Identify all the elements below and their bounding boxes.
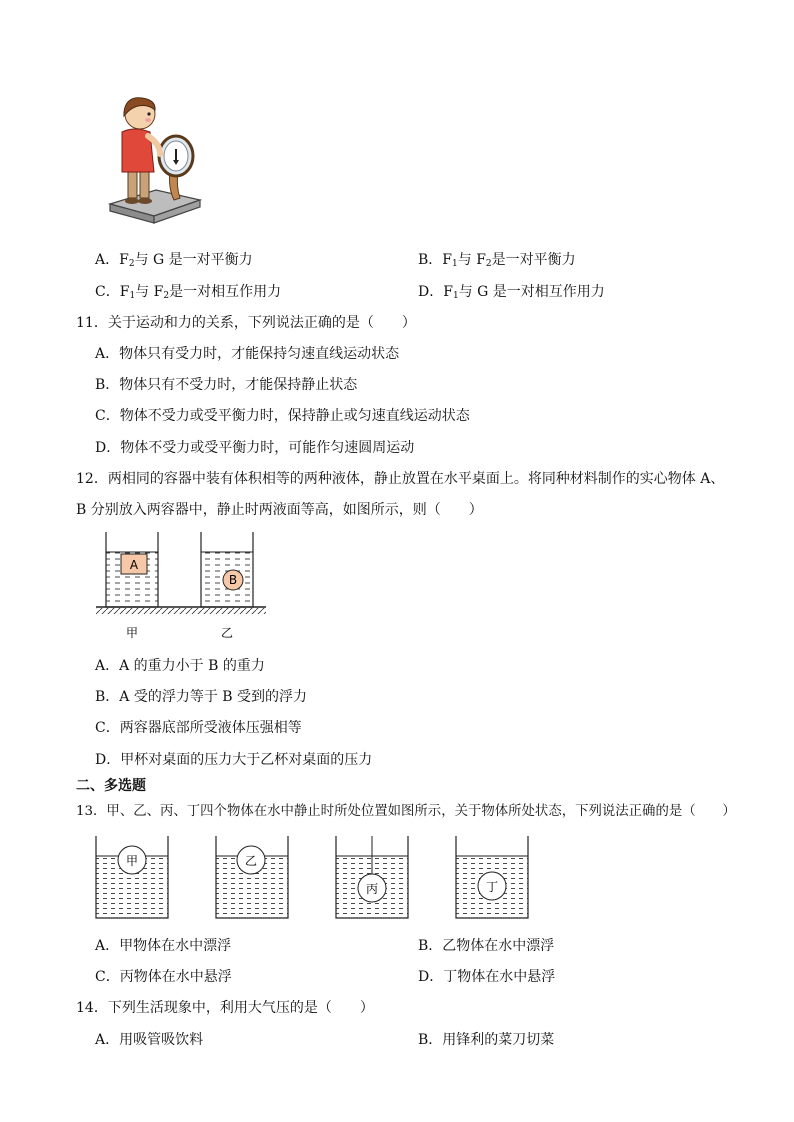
object-bing-label: 丙 (365, 882, 379, 896)
q12-stem-line2: B 分别放入两容器中，静止时两液面等高，如图所示，则（ ） (76, 502, 483, 518)
object-ding-label: 丁 (485, 880, 499, 894)
q12-stem-line1: 12．两相同的容器中装有体积相等的两种液体，静止放置在水平桌面上。将同种材料制作的实心物体 A、 (76, 471, 725, 487)
q13-option-c[interactable]: C．丙物体在水中悬浮 (95, 969, 232, 985)
q11-stem: 11．关于运动和力的关系，下列说法正确的是（ ） (76, 315, 416, 331)
q12-figure (94, 532, 270, 642)
q13-stem: 13．甲、乙、丙、丁四个物体在水中静止时所处位置如图所示，关于物体所处状态，下列说法正确的是（ ） (76, 804, 736, 819)
beaker-ding (456, 836, 528, 918)
q13-figure (94, 836, 534, 922)
q10-option-d[interactable]: D．$F_1$与 G 是一对相互作用力 (418, 284, 605, 301)
object-b-label: B (228, 573, 238, 587)
beaker-bing (336, 836, 408, 918)
q10-option-a[interactable]: A．$F_2$与 G 是一对平衡力 (95, 252, 253, 269)
q11-option-a[interactable]: A．物体只有受力时，才能保持匀速直线运动状态 (95, 346, 400, 362)
q12-option-d[interactable]: D．甲杯对桌面的压力大于乙杯对桌面的压力 (95, 752, 373, 768)
object-jia-label: 甲 (125, 854, 139, 868)
q13-option-a[interactable]: A．甲物体在水中漂浮 (95, 938, 232, 954)
q12-option-c[interactable]: C．两容器底部所受液体压强相等 (95, 720, 302, 736)
q13-option-d[interactable]: D．丁物体在水中悬浮 (418, 969, 556, 985)
q14-stem: 14．下列生活现象中，利用大气压的是（ ） (76, 1000, 374, 1016)
section-title: 二、多选题 (76, 778, 146, 794)
beaker-jia (96, 836, 168, 918)
q11-option-b[interactable]: B．物体只有不受力时，才能保持静止状态 (95, 377, 358, 393)
beaker-yi (216, 836, 288, 918)
q14-option-a[interactable]: A．用吸管吸饮料 (95, 1032, 204, 1048)
q10-option-c[interactable]: C．$F_1$与 $F_2$是一对相互作用力 (95, 284, 282, 301)
child-on-scale-illustration (108, 92, 203, 224)
q12-option-a[interactable]: A．A 的重力小于 B 的重力 (95, 658, 265, 674)
label-yi: 乙 (220, 626, 234, 640)
label-jia: 甲 (125, 626, 139, 640)
q10-option-b[interactable]: B．$F_1$与 $F_2$是一对平衡力 (418, 252, 576, 269)
q13-option-b[interactable]: B．乙物体在水中漂浮 (418, 938, 555, 954)
q14-option-b[interactable]: B．用锋利的菜刀切菜 (418, 1032, 555, 1048)
q12-option-b[interactable]: B．A 受的浮力等于 B 受到的浮力 (95, 689, 308, 705)
q11-option-c[interactable]: C．物体不受力或受平衡力时，保持静止或匀速直线运动状态 (95, 408, 470, 424)
object-yi-label: 乙 (244, 854, 258, 868)
object-a-label: A (129, 558, 139, 572)
q11-option-d[interactable]: D．物体不受力或受平衡力时，可能作匀速圆周运动 (95, 440, 415, 456)
